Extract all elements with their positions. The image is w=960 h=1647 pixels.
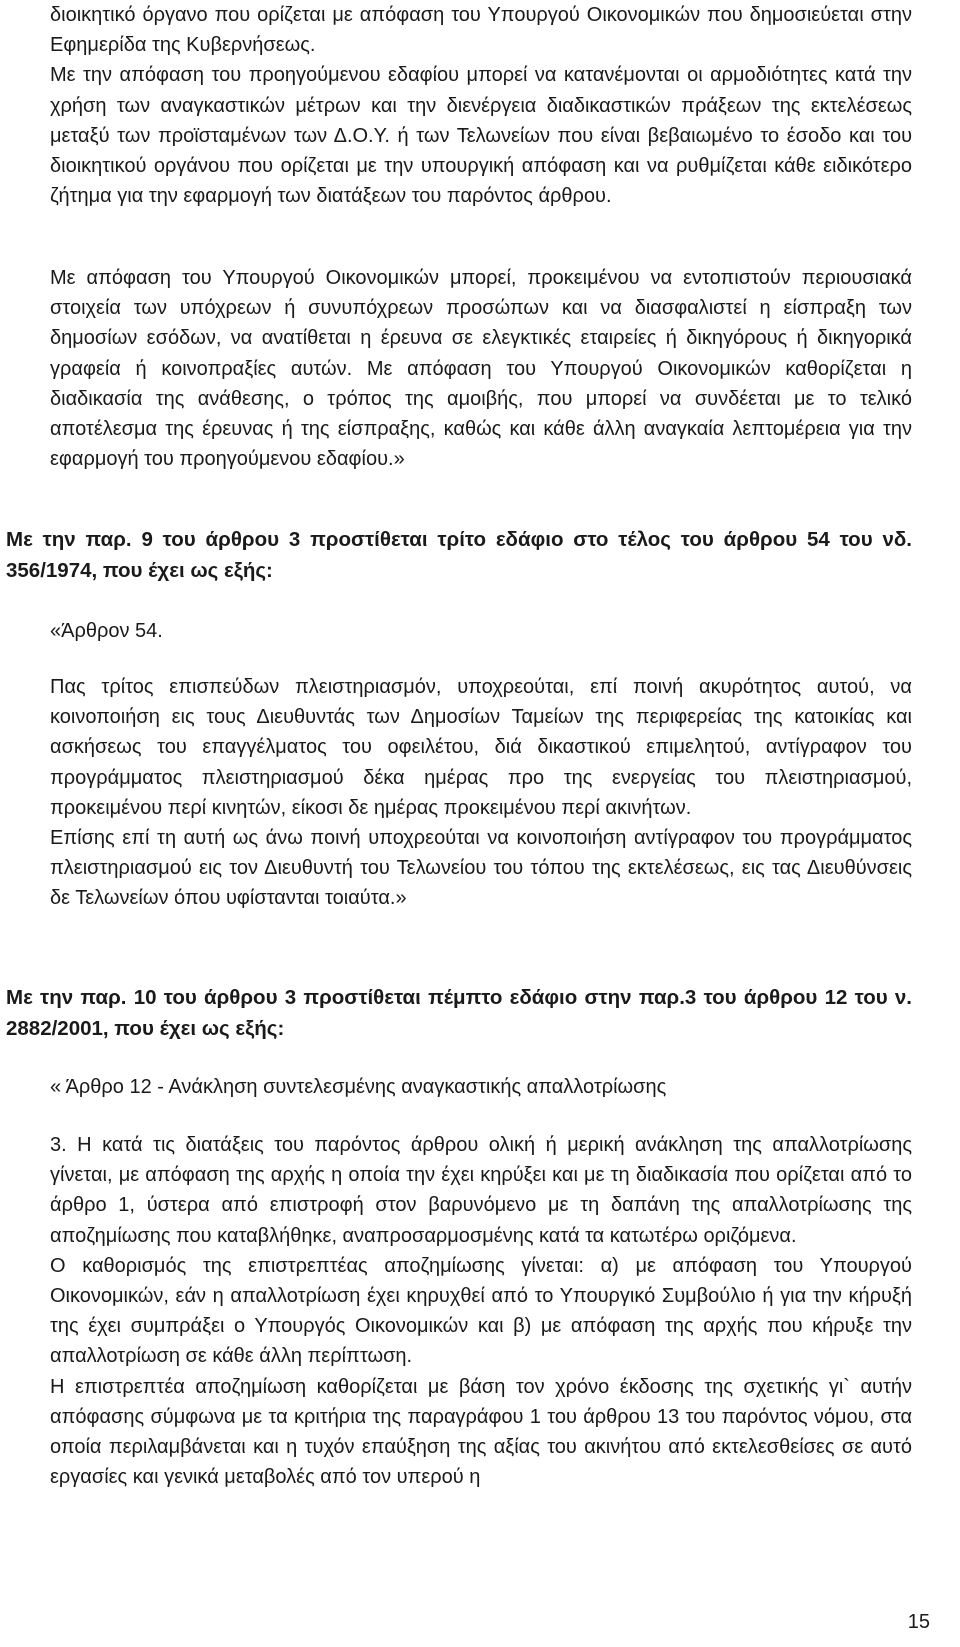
section-heading-article54: Με την παρ. 9 του άρθρου 3 προστίθεται τρίτο εδάφιο στο τέλος του άρθρου 54 του νδ. 356/1974, που έχει ως εξής: — [6, 528, 912, 582]
article54-title: «Άρθρον 54. — [50, 620, 163, 642]
paragraph-revocation: 3. Η κατά τις διατάξεις του παρόντος άρθρου ολική ή μερική ανάκληση της απαλλοτρίωσης γίνεται, με απόφαση της αρχής η οποία την έχει κηρύξει και με τη διαδικασία που ορίζεται από το άρθρο 1, ύστερα από επιστροφή στον βαρυνόμενο με τη δαπάνη της απαλλοτρίωσης της αποζημίωσης που καταβλήθηκε, αναπροσαρμοσμένης κατά τα κατωτέρω οριζόμενα. — [50, 1134, 912, 1247]
article54-title-block — [50, 616, 912, 646]
paragraph-block-4 — [50, 1130, 912, 1492]
paragraph-block-1 — [50, 0, 912, 211]
paragraph-allocation: Με την απόφαση του προηγούμενου εδαφίου μπορεί να κατανέμονται οι αρμοδιότητες κατά την χρήση των αναγκαστικών μέτρων και την διενέργεια διαδικαστικών πράξεων της εκτελέσεως μεταξύ των προϊσταμένων των Δ.Ο.Υ. ή των Τελωνείων που είναι βεβαιωμένο το έσοδο και του διοικητικού οργάνου που ορίζεται με την υπουργική απόφαση και να ρυθμίζεται κάθε ειδικότερο ζήτημα για την εφαρμογή των διατάξεων του παρόντος άρθρου. — [50, 64, 912, 208]
article12-title: « Άρθρο 12 - Ανάκληση συντελεσμένης αναγκαστικής απαλλοτρίωσης — [50, 1076, 667, 1098]
section-heading-article12: Με την παρ. 10 του άρθρου 3 προστίθεται πέμπτο εδάφιο στην παρ.3 του άρθρου 12 του ν. 2882/2001, που έχει ως εξής: — [6, 986, 912, 1040]
paragraph-refund: Η επιστρεπτέα αποζημίωση καθορίζεται με βάση τον χρόνο έκδοσης της σχετικής γι` αυτήν απόφασης σύμφωνα με τα κριτήρια της παραγράφου 1 του άρθρου 13 του παρόντος νόμου, στα οποία περιλαμβάνεται και η τυχόν επαύξηση της αξίας του ακινήτου από εκτελεσθείσες σε αυτό εργασίες και γενικά μεταβολές από τον υπερού η — [50, 1375, 912, 1489]
page-number: 15 — [907, 1611, 930, 1633]
paragraph-customs: Επίσης επί τη αυτή ως άνω ποινή υποχρεούται να κοινοποιήση αντίγραφον του προγράμματος πλειστηριασμού εις τον Διευθυντή του Τελωνείου του τόπου της εκτελέσεως, εις τας Διευθύνσεις δε Τελωνείων όπου υφίστανται τοιαύτα.» — [50, 827, 912, 910]
paragraph-block-3 — [50, 672, 912, 914]
paragraph-block-2 — [50, 263, 912, 474]
paragraph-compensation: Ο καθορισμός της επιστρεπτέας αποζημίωσης γίνεται: α) με απόφαση του Υπουργού Οικονομικών, εάν η απαλλοτρίωση έχει κηρυχθεί από το Υπουργικό Συμβούλιο ή για την κήρυξή της έχει συμπράξει ο Υπουργός Οικονομικών και β) με απόφαση της αρχής που κήρυξε την απαλλοτρίωση σε κάθε άλλη περίπτωση. — [50, 1254, 912, 1368]
paragraph-investigation: Με απόφαση του Υπουργού Οικονομικών μπορεί, προκειμένου να εντοπιστούν περιουσιακά στοιχεία των υπόχρεων ή συνυπόχρεων προσώπων και να διασφαλιστεί η είσπραξη των δημοσίων εσόδων, να ανατίθεται η έρευνα σε ελεγκτικές εταιρείες ή δικηγόρους ή δικηγορικά γραφεία ή κοινοπραξίες αυτών. Με απόφαση του Υπουργού Οικονομικών καθορίζεται η διαδικασία της ανάθεσης, ο τρόπος της αμοιβής, που μπορεί να συνδέεται με το τελικό αποτέλεσμα της έρευνας ή της είσπραξης, καθώς και κάθε άλλη αναγκαία λεπτομέρεια για την εφαρμογή του προηγούμενου εδαφίου.» — [50, 267, 912, 471]
paragraph-auction: Πας τρίτος επισπεύδων πλειστηριασμόν, υποχρεούται, επί ποινή ακυρότητος αυτού, να κοινοποιήση εις τους Διευθυντάς των Δημοσίων Ταμείων της περιφερείας της κατοικίας και ασκήσεως του επαγγέλματος του οφειλέτου, διά δικαστικού επιμελητού, αντίγραφον του προγράμματος πλειστηριασμού δέκα ημέρας προ της ενεργείας του πλειστηριασμού, προκειμένου περί κινητών, είκοσι δε ημέρας προκειμένου περί ακινήτων. — [50, 676, 912, 819]
paragraph-continuation: διοικητικό όργανο που ορίζεται με απόφαση του Υπουργού Οικονομικών που δημοσιεύεται στην Εφημερίδα της Κυβερνήσεως. — [50, 4, 912, 57]
article12-title-block — [50, 1072, 912, 1102]
